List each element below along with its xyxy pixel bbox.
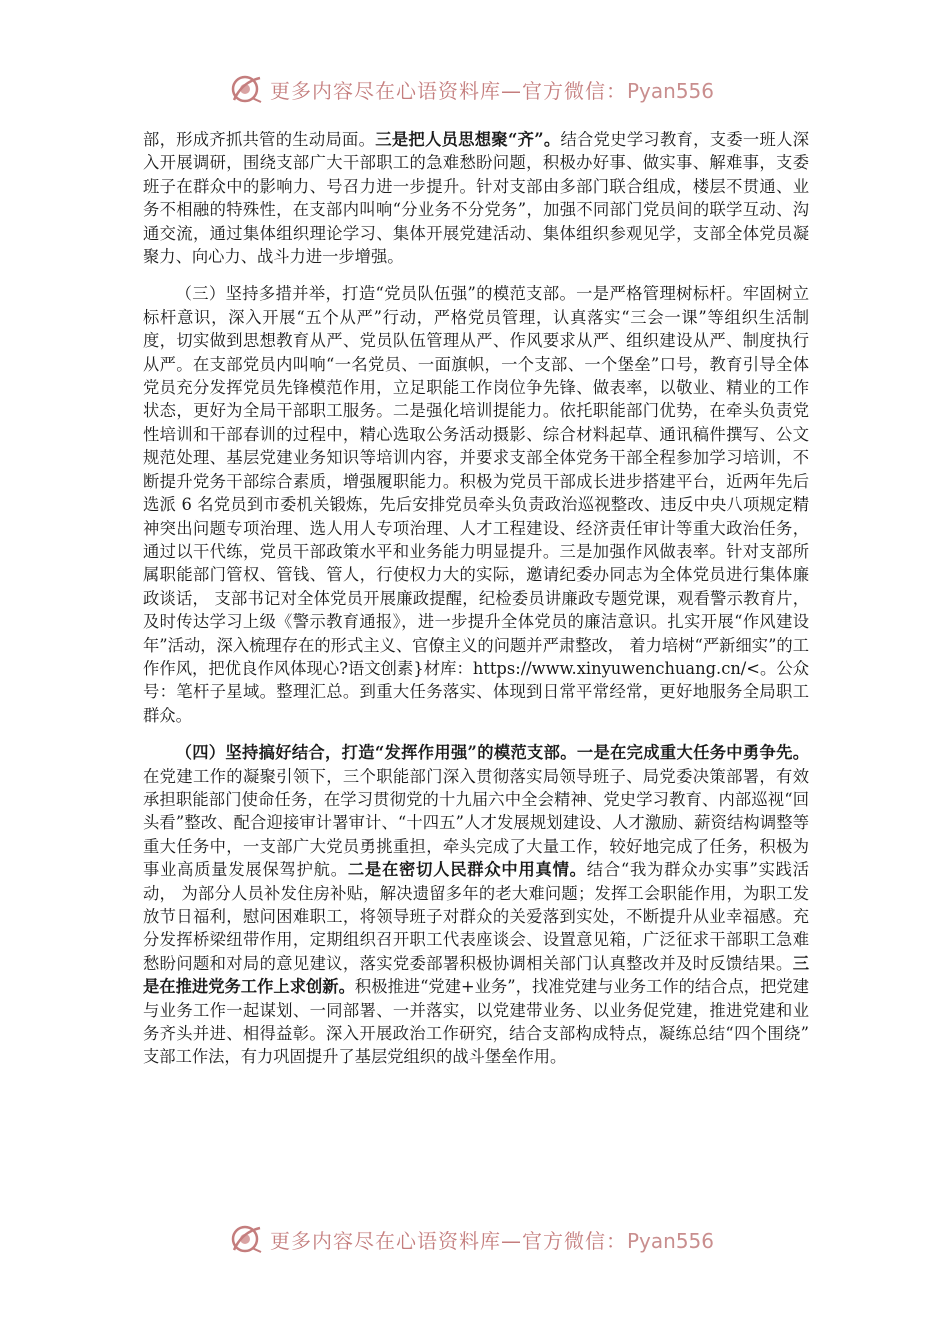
watermark-banner-bottom <box>228 1222 748 1256</box>
watermark-handle: Pyan556 <box>627 1228 715 1253</box>
bold-heading-run: 二是在密切人民群众中用真情。 <box>347 860 587 880</box>
text-run: 部，形成齐抓共管的生动局面。 <box>143 130 376 149</box>
text-run: （三）坚持多措并举，打造“党员队伍强”的模范支部。一是严格管理树标杆。牢固树立标杆意识，深入开展“五个从严”行动，严格党员管理，认真落实“三会一课”等组织生活制度，切实做到思想教育从严、党员队伍管理从严、作风要求从严、组织建设从严、制度执行从严。在支部党员内叫响“一名党员、一面旗帜，一个支部、一个堡垒”口号，教育引导全体党员充分发挥党员先锋模范作用，立足职能工作岗位争先锋、做表率，以敬业、精业的工作状态，更好为全局干部职工服务。二是强化培训提能力。依托职能部门优势，在牵头负责党性培训和干部春训的过程中，精心选取公务活动摄影、综合材料起草、通讯稿件撰写、公文规范处理、基层党建业务知识等培训内容，并要求支部全体党务干部全程参加学习培训，不断提升党务干部综合素质，增强履职能力。积极为党员干部成长进步搭建平台，近两年先后选派 6 名党员到市委机关锻炼，先后安排党员牵头负责政治巡视整改、违反中央八项规定精神突出问题专项治理、选人用人专项治理、人才工程建设、经济责任审计等重大政治任务，通过以干代练，党员干部政策水平和业务能力明显提升。三是加强作风做表率。针对支部所属职能部门管权、管钱、管人，行使权力大的实际，邀请纪委办同志为全体党员进行集体廉政谈话， 支部书记对全体党员开展廉政提醒，纪检委员讲廉政专题党课，观看警示教育片， 及时传达学习上级《警示教育通报》，进一步提升全体党员的廉洁意识。扎实开展“作风建设年”活动，深入梳理存在的形式主义、官僚主义的问题并严肃整改， 着力培树“严新细实”的工作作风，把优良作风体现心?语文创素}材库：https://www.xinyuwenchuang.cn/<。公众号：笔杆子星域。整理汇总。到重大任务落实、体现到日常平常经常，更好地服务全局职工群众。 <box>143 284 809 725</box>
document-body <box>143 128 809 1069</box>
brand-logo-icon <box>228 72 266 106</box>
text-run: 在党建工作的凝聚引领下，三个职能部门深入贯彻落实局领导班子、局党委决策部署，有效承担职能部门使命任务，在学习贯彻党的十九届六中全会精神、党史学习教育、内部巡视“回头看”整改、配合迎接审计署审计、“十四五”人才发展规划建设、人才激励、薪资结构调整等重大任务中，一支部广大党员勇挑重担，牵头完成了大量工作，较好地完成了任务，积极为事业高质量发展保驾护航。 <box>143 766 809 880</box>
paragraph-1 <box>143 128 809 268</box>
text-run: 结合党史学习教育，支委一班人深入开展调研，围绕支部广大干部职工的急难愁盼问题，积极办好事、做实事、解难事，支委班子在群众中的影响力、号召力进一步提升。针对支部由多部门联合组成，楼层不贯通、业务不相融的特殊性，在支部内叫响“分业务不分党务”，加强不同部门党员间的联学互动、沟通交流，通过集体组织理论学习、集体开展党建活动、集体组织参观见学，支部全体党员凝聚力、向心力、战斗力进一步增强。 <box>143 130 809 267</box>
watermark-label: 更多内容尽在心语资料库—官方微信： <box>270 1228 627 1253</box>
bold-heading-run: 三是在推进党务工作上求创新。 <box>143 953 809 997</box>
watermark-label: 更多内容尽在心语资料库—官方微信： <box>270 78 627 103</box>
bold-heading-run: 三是把人员思想聚“齐”。 <box>375 130 561 149</box>
text-run: 积极推进“党建+业务”，找准党建与业务工作的结合点，把党建与业务工作一起谋划、一同部署、一并落实，以党建带业务、以业务促党建，推进党建和业务齐头并进、相得益彰。深入开展政治工作研究，结合支部构成特点，凝练总结“四个围绕” 支部工作法，有力巩固提升了基层党组织的战斗堡垒作用。 <box>143 977 809 1067</box>
watermark-handle: Pyan556 <box>627 78 715 103</box>
bold-heading-run: （四）坚持搞好结合，打造“发挥作用强”的模范支部。一是在完成重大任务中勇争先。 <box>175 743 809 763</box>
paragraph-2 <box>143 282 809 727</box>
paragraph-3 <box>143 741 809 1069</box>
watermark-text <box>270 1225 714 1254</box>
watermark-banner-top <box>228 72 748 106</box>
watermark-text <box>270 75 714 104</box>
text-run: 结合“我为群众办实事”实践活动， 为部分人员补发住房补贴，解决遗留多年的老大难问题；发挥工会职能作用，为职工发放节日福利，慰问困难职工，将领导班子对群众的关爱落到实处，不断提升从业幸福感。充分发挥桥梁纽带作用，定期组织召开职工代表座谈会、设置意见箱，广泛征求干部职工急难愁盼问题和对局的意见建议，落实党委部署积极协调相关部门认真整改并及时反馈结果。 <box>143 860 809 973</box>
brand-logo-icon <box>228 1222 266 1256</box>
